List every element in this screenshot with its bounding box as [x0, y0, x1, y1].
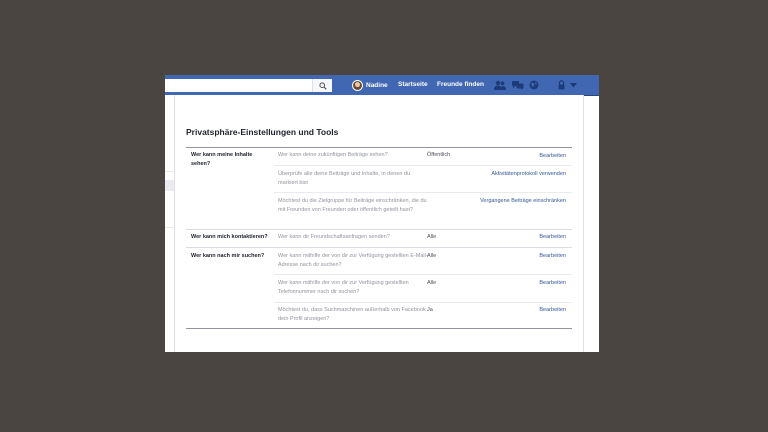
edit-phone-lookup-link[interactable]: Bearbeiten [539, 280, 566, 286]
search-input[interactable] [165, 79, 318, 92]
browser-screen [165, 75, 599, 352]
search-button[interactable] [312, 79, 332, 92]
menu-divider [165, 171, 174, 172]
nav-find-friends-link[interactable]: Freunde finden [437, 81, 484, 88]
dropdown-arrow-icon[interactable] [570, 83, 577, 88]
search-box [165, 79, 332, 92]
value-phone-lookup: Alle [427, 280, 437, 286]
nav-home-link[interactable]: Startseite [398, 81, 428, 88]
section-divider [186, 247, 572, 248]
question-future-posts: Wer kann deine zukünftigen Beiträge sehen? [278, 152, 388, 158]
category-lookup: Wer kann nach mir suchen? [191, 253, 265, 259]
row-divider [274, 165, 572, 166]
avatar [352, 80, 363, 91]
value-email-lookup: Alle [427, 253, 437, 259]
edit-friend-requests-link[interactable]: Bearbeiten [539, 234, 566, 240]
edit-future-posts-link[interactable]: Bearbeiten [539, 153, 566, 159]
top-navigation-bar [165, 75, 599, 96]
menu-divider [165, 227, 174, 228]
question-search-engines: Möchtest du, dass Suchmaschinen außerhalb von Facebook dein Profil anzeigen? [278, 307, 426, 322]
category-contact: Wer kann mich kontaktieren? [191, 234, 268, 240]
question-review-tags: Überprüfe alle deine Beiträge und Inhalte, in denen du markiert bist [278, 171, 411, 186]
row-divider [274, 302, 572, 303]
edit-email-lookup-link[interactable]: Bearbeiten [539, 253, 566, 259]
category-content: Wer kann meine Inhalte sehen? [191, 152, 253, 167]
value-future-posts: Öffentlich [427, 152, 451, 158]
limit-past-posts-link[interactable]: Vergangene Beiträge einschränken [480, 198, 566, 204]
lock-icon[interactable] [557, 80, 567, 90]
friend-requests-icon[interactable] [494, 80, 506, 90]
profile-link[interactable] [352, 79, 388, 91]
row-divider [274, 192, 572, 193]
section-divider [186, 229, 572, 230]
value-search-engines: Ja [427, 307, 433, 313]
table-bottom-border [186, 328, 572, 329]
messages-icon[interactable] [512, 80, 524, 90]
question-phone-lookup: Wer kann mithilfe der von dir zur Verfügung gestellten Telefonnummer nach dir suchen? [278, 280, 409, 295]
table-top-border [186, 147, 572, 148]
menu-selected-item[interactable] [165, 180, 174, 191]
row-divider [274, 274, 572, 275]
edit-search-engines-link[interactable]: Bearbeiten [539, 307, 566, 313]
question-limit-past-posts: Möchtest du die Zielgruppe für Beiträge einschränken, die du mit Freunden von Freunden oder öffentlich geteilt hast? [278, 198, 427, 213]
value-friend-requests: Alle [427, 234, 437, 240]
question-email-lookup: Wer kann mithilfe der von dir zur Verfügung gestellten E-Mail-Adresse nach dir suchen? [278, 253, 428, 268]
notifications-globe-icon[interactable] [529, 80, 539, 90]
question-friend-requests: Wer kann dir Freundschaftsanfragen senden? [278, 234, 390, 240]
activity-log-link[interactable]: Aktivitätenprotokoll verwenden [491, 171, 566, 177]
search-icon [319, 82, 327, 90]
left-settings-menu [165, 95, 174, 352]
profile-name: Nadine [366, 81, 388, 89]
page-title: Privatsphäre-Einstellungen und Tools [186, 127, 339, 137]
